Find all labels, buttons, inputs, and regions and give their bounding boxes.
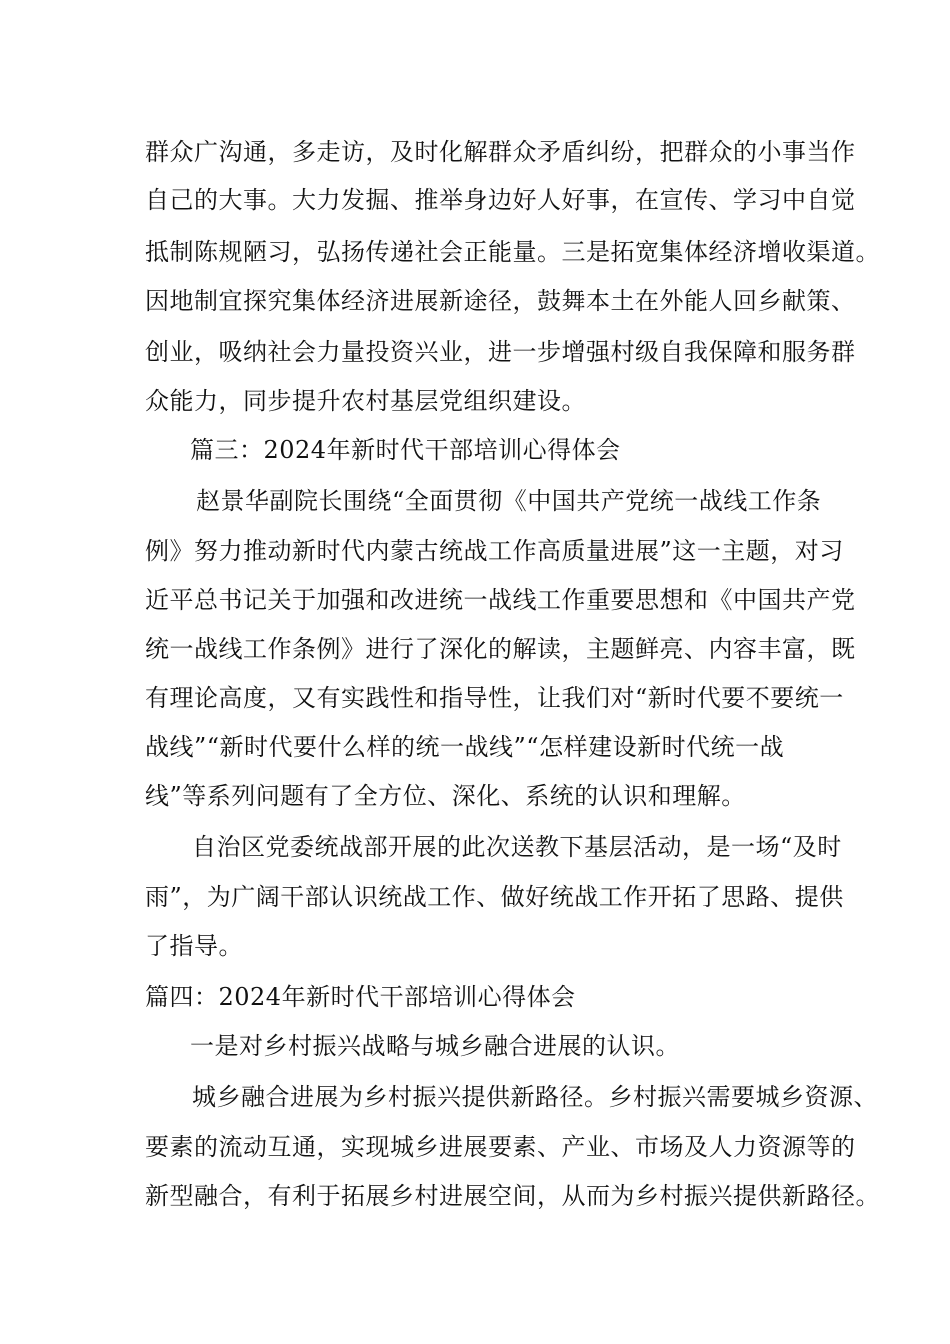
text-line: 抵制陈规陋习，弘扬传递社会正能量。三是拓宽集体经济增收渠道。 (145, 238, 880, 266)
text-line: 近平总书记关于加强和改进统一战线工作重要思想和《中国共产党 (145, 586, 856, 614)
text-line: 自治区党委统战部开展的此次送教下基层活动，是一场“及时 (192, 833, 842, 861)
text-line: 新型融合，有利于拓展乡村进展空间，从而为乡村振兴提供新路径。 (145, 1182, 880, 1210)
text-line: 城乡融合进展为乡村振兴提供新路径。乡村振兴需要城乡资源、 (192, 1083, 878, 1111)
section-heading: 篇三：2024年新时代干部培训心得体会 (190, 436, 621, 464)
text-line: 因地制宜探究集体经济进展新途径，鼓舞本土在外能人回乡献策、 (145, 287, 856, 315)
text-line: 统一战线工作条例》进行了深化的解读，主题鲜亮、内容丰富，既 (145, 635, 856, 663)
text-line: 自己的大事。大力发掘、推举身边好人好事，在宣传、学习中自觉 (145, 186, 856, 214)
text-line: 要素的流动互通，实现城乡进展要素、产业、市场及人力资源等的 (145, 1133, 856, 1161)
text-line: 例》努力推动新时代内蒙古统战工作高质量进展”这一主题，对习 (145, 537, 844, 565)
text-line: 雨”，为广阔干部认识统战工作、做好统战工作开拓了思路、提供 (145, 883, 844, 911)
text-line: 有理论高度，又有实践性和指导性，让我们对“新时代要不要统一 (145, 684, 844, 712)
section-heading: 篇四：2024年新时代干部培训心得体会 (145, 983, 576, 1011)
text-line: 群众广沟通，多走访，及时化解群众矛盾纠纷，把群众的小事当作 (145, 138, 856, 166)
text-line: 战线”“新时代要什么样的统一战线”“怎样建设新时代统一战 (145, 733, 785, 761)
text-line: 线”等系列问题有了全方位、深化、系统的认识和理解。 (145, 782, 746, 810)
text-line: 创业，吸纳社会力量投资兴业，进一步增强村级自我保障和服务群 (145, 338, 856, 366)
text-line: 赵景华副院长围绕“全面贯彻《中国共产党统一战线工作条 (196, 487, 822, 515)
text-line: 众能力，同步提升农村基层党组织建设。 (145, 387, 586, 415)
text-line: 一是对乡村振兴战略与城乡融合进展的认识。 (190, 1032, 680, 1060)
text-line: 了指导。 (145, 932, 243, 960)
